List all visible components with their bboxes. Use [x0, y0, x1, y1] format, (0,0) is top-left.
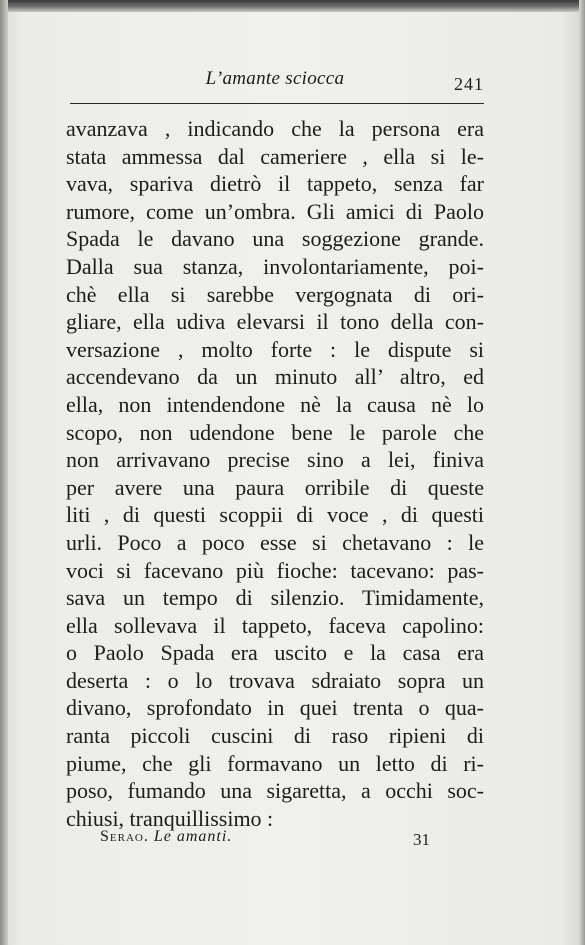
text-line: Dalla sua stanza, involontariamente, poi- [66, 253, 484, 279]
page-left-edge [0, 0, 8, 945]
signature-author: Serao. [100, 828, 149, 845]
page-footer [100, 828, 430, 852]
text-line: accendevano da un minuto all’ altro, ed [66, 364, 484, 390]
text-line: piume, che gli formavano un letto di ri- [66, 750, 484, 776]
text-line: urli. Poco a poco esse si chetavano : le [66, 529, 484, 555]
text-line: divano, sprofondato in quei trenta o qua- [66, 695, 484, 721]
text-line: ella, non intendendone nè la causa nè lo [66, 391, 484, 417]
text-line: o Paolo Spada era uscito e la casa era [66, 640, 484, 666]
header-rule [70, 103, 484, 104]
text-line: rumore, come un’ombra. Gli amici di Paolo [66, 198, 484, 224]
page-number: 241 [454, 74, 484, 94]
signature-mark: 31 [413, 830, 430, 849]
running-title: L’amante sciocca [205, 68, 345, 89]
text-line: Spada le davano una soggezione grande. [66, 226, 484, 252]
text-line: voci si facevano più fioche: tacevano: pas- [66, 557, 484, 583]
page-top-edge [0, 0, 585, 12]
text-line: per avere una paura orribile di queste [66, 474, 484, 500]
text-line: scopo, non udendone bene le parole che [66, 419, 484, 445]
signature-title: Le amanti. [153, 828, 233, 845]
text-line: non arrivavano precise sino a lei, finiva [66, 447, 484, 473]
page-right-edge [579, 0, 585, 945]
signature-line [100, 828, 232, 846]
text-line: sava un tempo di silenzio. Timidamente, [66, 585, 484, 611]
text-line: gliare, ella udiva elevarsi il tono della con- [66, 309, 484, 335]
text-line: versazione , molto forte : le dispute si [66, 336, 484, 362]
body-text [66, 115, 484, 832]
text-line: avanzava , indicando che la persona era [66, 116, 484, 141]
text-line: chè ella si sarebbe vergognata di ori- [66, 281, 484, 307]
text-line: poso, fumando una sigaretta, a occhi soc- [66, 778, 484, 804]
text-line: chiusi, tranquillissimo : [66, 805, 274, 831]
page-header [66, 68, 484, 96]
text-line: ella sollevava il tappeto, faceva capolino: [66, 612, 484, 638]
text-line: stata ammessa dal cameriere , ella si le- [66, 143, 484, 169]
text-line: liti , di questi scoppii di voce , di questi [66, 502, 484, 528]
text-line: vava, spariva dietrò il tappeto, senza far [66, 171, 484, 197]
text-line: deserta : o lo trovava sdraiato sopra un [66, 667, 484, 693]
text-line: ranta piccoli cuscini di raso ripieni di [66, 723, 484, 749]
